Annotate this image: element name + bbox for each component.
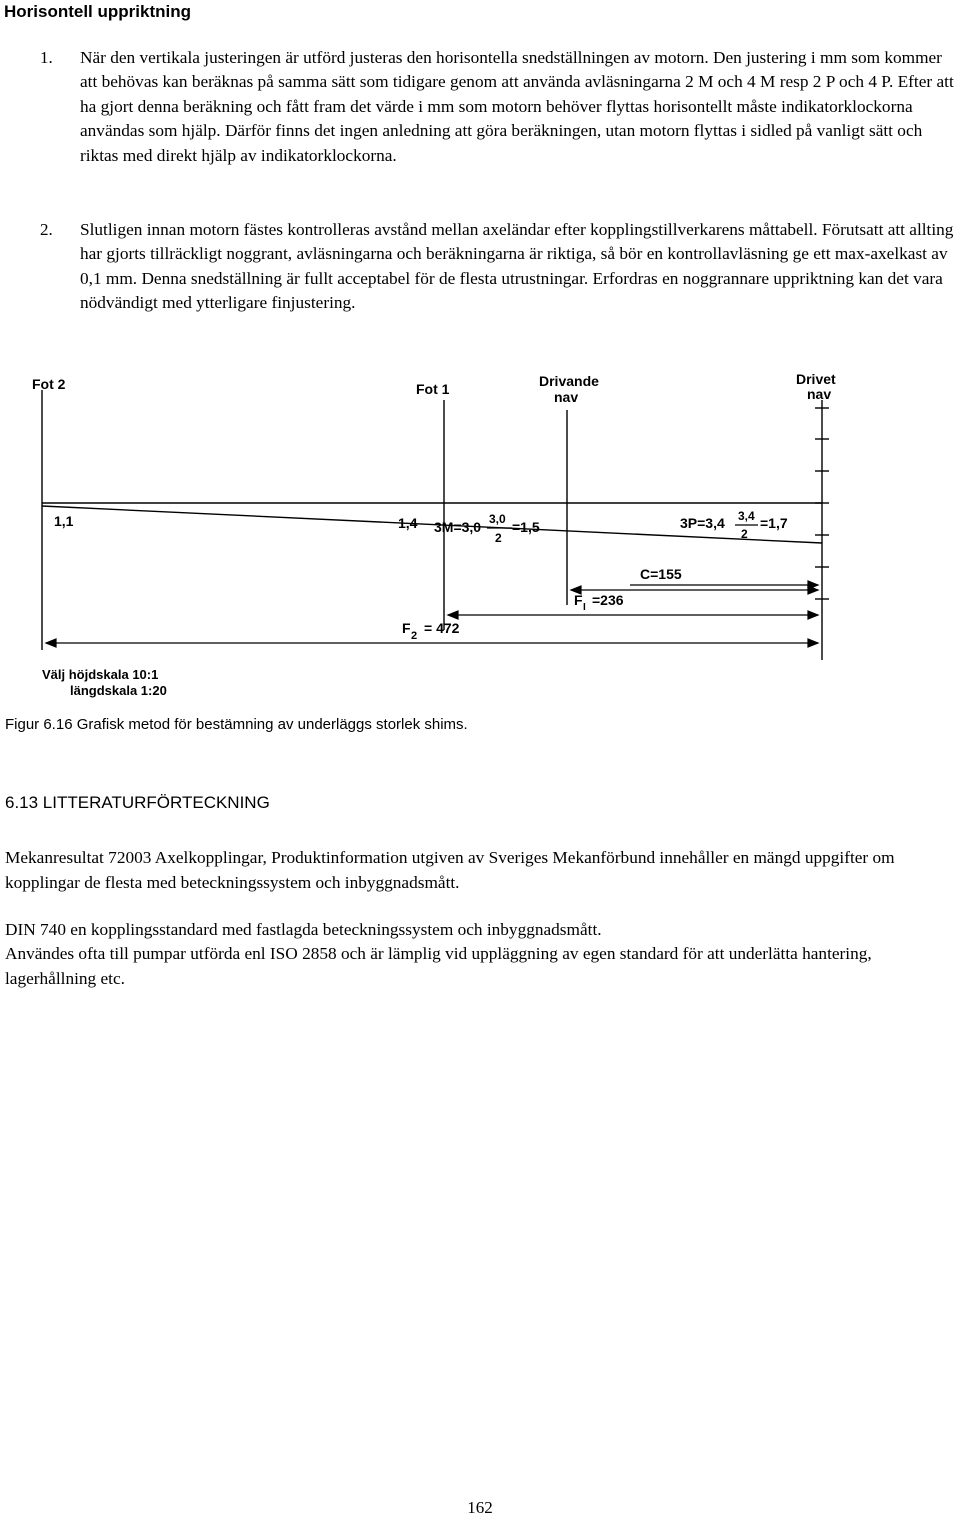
- f2-subscript: 2: [411, 630, 418, 642]
- item-text-2: Slutligen innan motorn fästes kontrolleras avstånd mellan axeländar efter kopplingstillverkarens måttabell. Förutsatt att allting har gjorts tillräckligt noggrant, avläsningarna och beräkningarna är riktiga, så bör en kontrollavläsning ge ett max-axelkast av 0,1 mm. Denna snedställning är fullt acceptabel för de flesta utrustningar. Erfordras en noggrannare uppriktning kan det vara nödvändigt med ytterligare finjustering.: [80, 220, 954, 313]
- dimension-c: [630, 581, 818, 589]
- fot2-label: Fot 2: [32, 376, 66, 392]
- scale-height-label: Välj höjdskala 10:1: [42, 667, 159, 682]
- references-heading: 6.13 LITTERATURFÖRTECKNING: [5, 793, 270, 812]
- item-number-2: 2.: [40, 220, 53, 239]
- drivet-label: Drivet: [796, 371, 836, 387]
- drivet-nav-label: nav: [807, 386, 832, 402]
- m-formula-numerator: 3,0: [489, 512, 506, 526]
- reference-1: Mekanresultat 72003 Axelkopplingar, Produktinformation utgiven av Sveriges Mekanförbund innehåller en mängd uppgifter om kopplingar de flesta med beteckningssystem och inbyggnadsmått.: [5, 848, 895, 892]
- drivande-label: Drivande: [539, 373, 599, 389]
- fot1-value: 1,4: [398, 515, 418, 531]
- m-formula-prefix: 3M=3,0: [434, 519, 482, 535]
- f2-label: F: [402, 620, 411, 636]
- item-number-1: 1.: [40, 48, 53, 67]
- scale-length-label: längdskala 1:20: [70, 683, 167, 698]
- f1-value: =236: [592, 592, 624, 608]
- dimension-total: [46, 639, 818, 647]
- m-formula-result: =1,5: [512, 519, 540, 535]
- reference-3: Användes ofta till pumpar utförda enl ISO 2858 och är lämplig vid uppläggning av egen standard för att underlätta hantering, lagerhållning etc.: [5, 944, 872, 988]
- f2-value: = 472: [424, 620, 460, 636]
- dimension-f2: [448, 611, 818, 619]
- p-formula-result: =1,7: [760, 515, 788, 531]
- fot1-label: Fot 1: [416, 381, 450, 397]
- fot2-value: 1,1: [54, 513, 74, 529]
- figure-caption: Figur 6.16 Grafisk metod för bestämning av underläggs storlek shims.: [5, 716, 468, 733]
- p-formula-denominator: 2: [741, 527, 748, 541]
- section-heading: Horisontell uppriktning: [4, 2, 191, 21]
- f1-subscript: I: [583, 602, 586, 613]
- f1-label: F: [574, 592, 583, 608]
- drivande-nav-label: nav: [554, 389, 579, 405]
- reference-2: DIN 740 en kopplingsstandard med fastlagda beteckningssystem och inbyggnadsmått.: [5, 920, 602, 939]
- m-formula-denominator: 2: [495, 531, 502, 545]
- alignment-diagram: [0, 360, 960, 705]
- p-formula-numerator: 3,4: [738, 509, 755, 523]
- c-dimension-label: C=155: [640, 566, 682, 582]
- item-text-1: När den vertikala justeringen är utförd justeras den horisontella snedställningen av motorn. Den justering i mm som kommer att behövas kan beräknas på samma sätt som tidigare genom att använda avläsningarna 2 M och 4 M resp 2 P och 4 P. Efter att ha gjort denna beräkning och fått fram det värde i mm som motorn behöver flyttas horisontellt måste indikatorklockorna användas som hjälp. Därför finns det ingen anledning att göra beräkningen, utan motorn flyttas i sidled på vanligt sätt och riktas med direkt hjälp av indikatorklockorna.: [80, 48, 954, 165]
- p-formula-prefix: 3P=3,4: [680, 515, 725, 531]
- page-number: 162: [467, 1498, 493, 1517]
